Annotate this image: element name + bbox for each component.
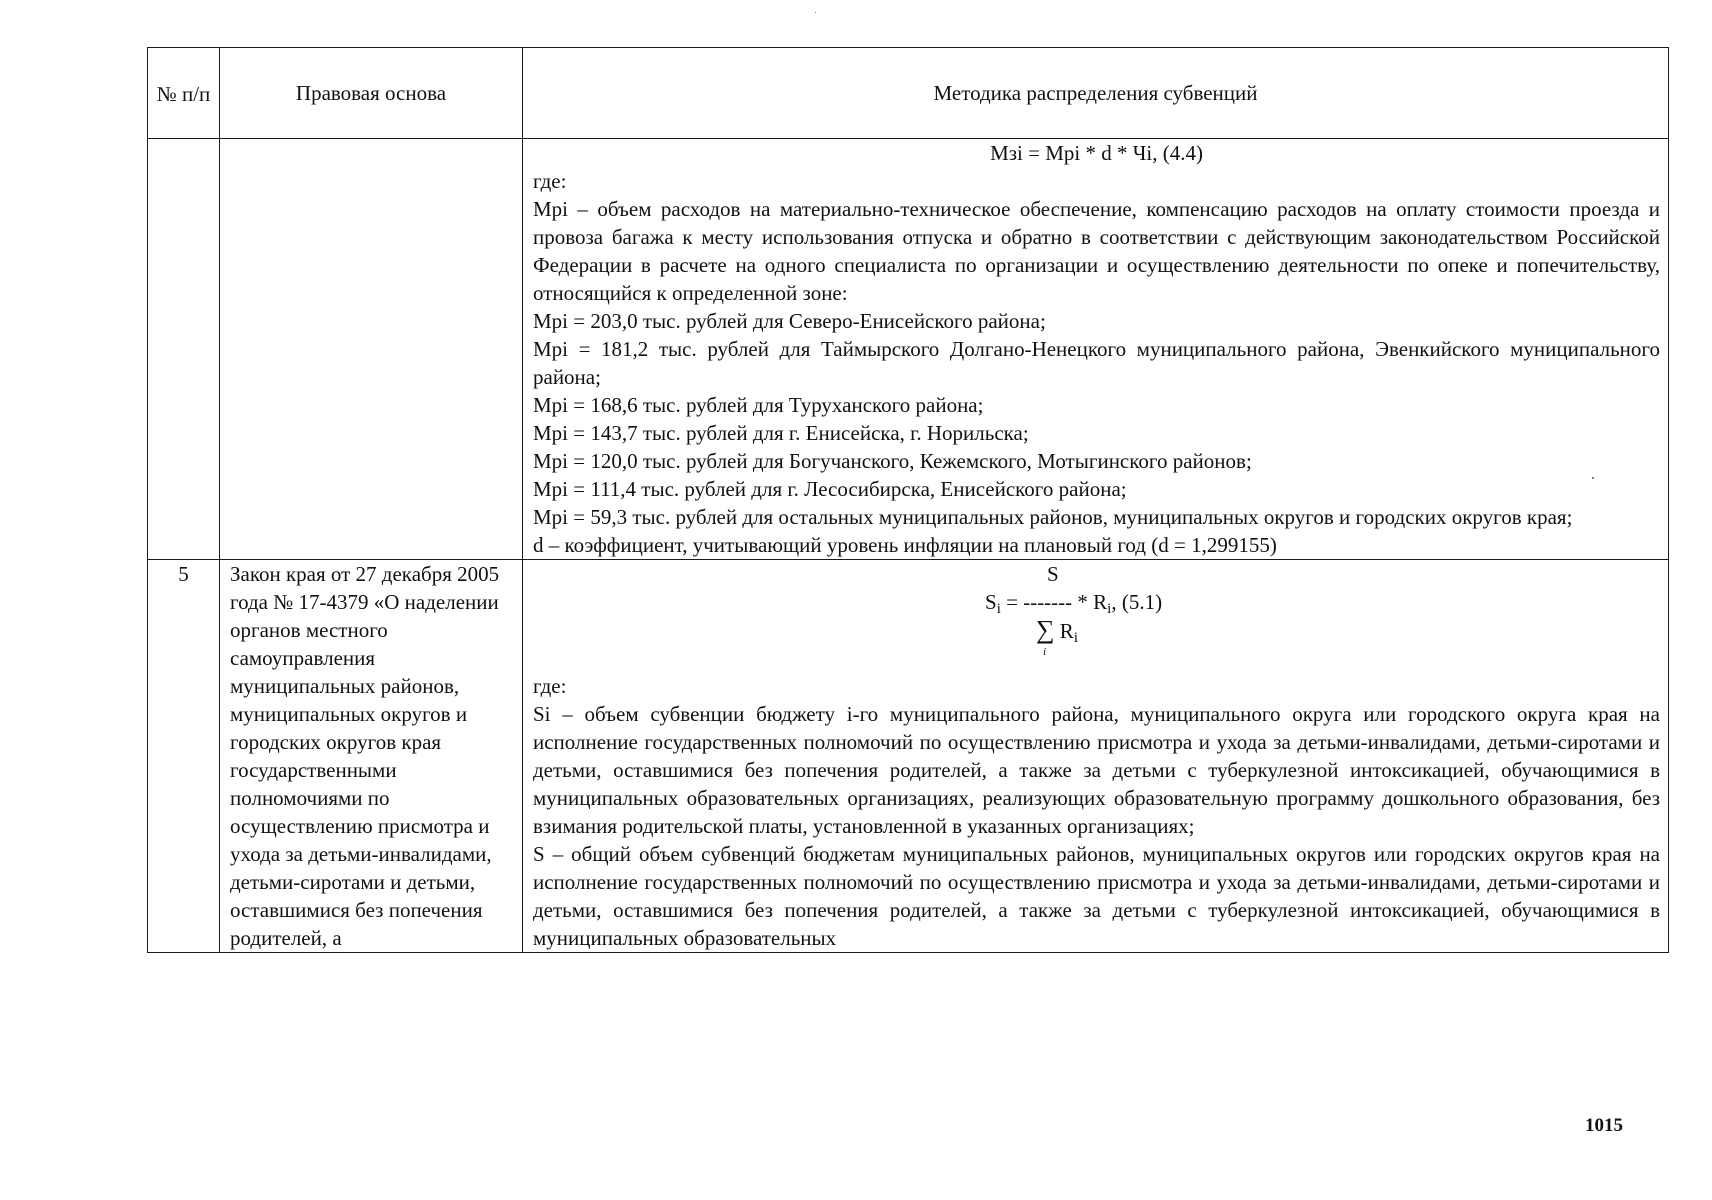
sigma-icon: ∑: [1036, 615, 1055, 644]
mpi-value: Мрi = 143,7 тыс. рублей для г. Енисейска, г. Норильска;: [533, 421, 1029, 445]
header-methodology: Методика распределения субвенций: [523, 48, 1669, 139]
table-row: [148, 139, 1669, 560]
si-description: Si – объем субвенции бюджету i-го муниципального района, муниципального округа или городского округа края на исполнение государственных полномочий по осуществлению присмотра и ухода за детьми-инвалидами, детьми-сиротами и детьми, оставшимися без попечения родителей, а также за детьми с туберкулезной интоксикацией, обучающимися в муниципальных образовательных организациях, реализующих образовательную программу дошкольного образования, без взимания родительской платы, установленной в указанных организациях;: [533, 702, 1660, 838]
sigma-index: i: [1043, 646, 1047, 658]
formula-numerator: S: [1047, 562, 1059, 586]
formula-denominator-r: R: [1059, 619, 1074, 643]
subvention-table: [147, 47, 1669, 953]
legal-basis-cell: Закон края от 27 декабря 2005 года № 17-4379 «О наделении органов местного самоуправления муниципальных районов, муниципальных округов и городских округов края государственными полномочиями по осуществлению присмотра и ухода за детьми-инвалидами, детьми-сиротами и детьми, оставшимися без попечения родителей, а: [220, 560, 523, 953]
mpi-value: Мрi = 203,0 тыс. рублей для Северо-Енисейского района;: [533, 309, 1046, 333]
formula-tail: , (5.1): [1111, 590, 1163, 614]
formula-denominator-subscript: i: [1073, 630, 1078, 646]
table-row: [148, 560, 1669, 953]
scan-speck: [1592, 477, 1594, 479]
row-number-cell: [148, 139, 220, 560]
mpi-description: Мрi – объем расходов на материально-техническое обеспечение, компенсацию расходов на оплату стоимости проезда и провоза багажа к месту использования отпуска и обратно в соответствии с действующим законодательством Российской Федерации в расчете на одного специалиста по организации и осуществлению деятельности по опеке и попечительству, относящийся к определенной зоне:: [533, 197, 1660, 305]
page-number: 1015: [1585, 1115, 1623, 1136]
header-legal-basis: Правовая основа: [220, 48, 523, 139]
formula-lhs: S: [985, 590, 997, 614]
mpi-value: Мрi = 120,0 тыс. рублей для Богучанского, Кежемского, Мотыгинского районов;: [533, 449, 1252, 473]
formula-middle: = ------- * R: [1000, 590, 1108, 614]
formula-5-1: [533, 560, 1660, 672]
d-coefficient-description: d – коэффициент, учитывающий уровень инфляции на плановый год (d = 1,299155): [533, 533, 1277, 557]
mpi-value: Мрi = 168,6 тыс. рублей для Туруханского района;: [533, 393, 984, 417]
mpi-value: Мрi = 59,3 тыс. рублей для остальных муниципальных районов, муниципальных округов и городских округов края;: [533, 505, 1573, 529]
scan-speck: [815, 12, 816, 13]
formula-4-4: Мзi = Мрi * d * Чi, (4.4): [990, 141, 1203, 165]
methodology-cell: [523, 560, 1669, 953]
formula-r-subscript: i: [1107, 601, 1112, 617]
where-label: где:: [533, 169, 567, 193]
mpi-value: Мрi = 181,2 тыс. рублей для Таймырского Долгано-Ненецкого муниципального района, Эвенкийского муниципального района;: [533, 337, 1660, 389]
table-header-row: [148, 48, 1669, 139]
mpi-value: Мрi = 111,4 тыс. рублей для г. Лесосибирска, Енисейского района;: [533, 477, 1127, 501]
legal-basis-cell: [220, 139, 523, 560]
where-label: где:: [533, 674, 567, 698]
row-number-cell: 5: [148, 560, 220, 953]
header-number: № п/п: [148, 48, 220, 139]
s-description: S – общий объем субвенций бюджетам муниципальных районов, муниципальных округов или городских округов края на исполнение государственных полномочий по осуществлению присмотра и ухода за детьми-инвалидами, детьми-сиротами и детьми, оставшимися без попечения родителей, а также за детьми с туберкулезной интоксикацией, обучающимися в муниципальных образовательных: [533, 842, 1660, 950]
formula-lhs-subscript: i: [996, 601, 1001, 617]
methodology-cell: [523, 139, 1669, 560]
